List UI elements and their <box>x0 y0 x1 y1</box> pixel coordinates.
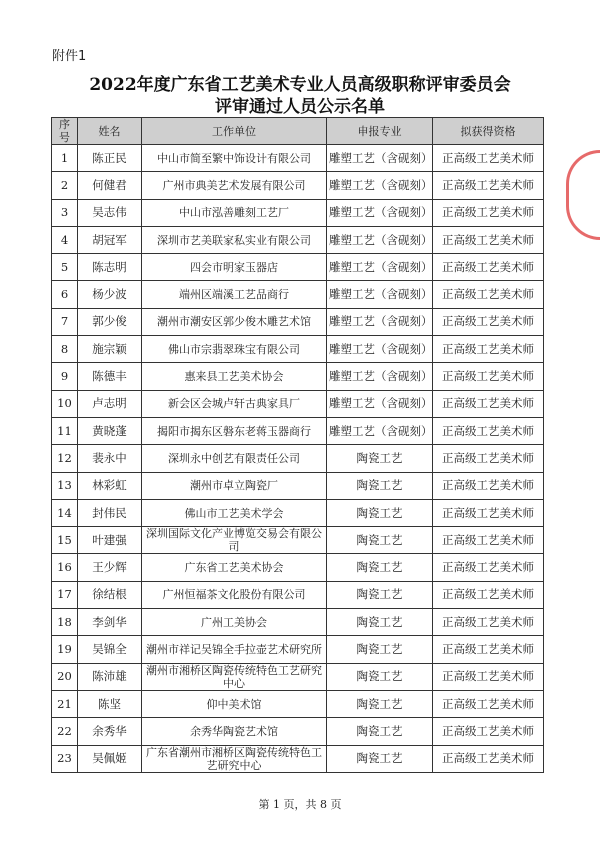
cell-seq: 5 <box>52 254 78 281</box>
cell-name: 胡冠军 <box>78 226 142 253</box>
cell-major: 陶瓷工艺 <box>327 499 433 526</box>
table-row <box>52 445 544 472</box>
cell-qualification: 正高级工艺美术师 <box>433 172 544 199</box>
cell-employer: 揭阳市揭东区磐东老蒋玉器商行 <box>142 417 327 444</box>
header-qualification: 拟获得资格 <box>433 118 544 145</box>
cell-employer: 潮州市卓立陶瓷厂 <box>142 472 327 499</box>
cell-seq: 8 <box>52 336 78 363</box>
cell-name: 林彩虹 <box>78 472 142 499</box>
cell-major: 雕塑工艺（含砚刻） <box>327 417 433 444</box>
table-row <box>52 199 544 226</box>
cell-seq: 23 <box>52 745 78 772</box>
cell-employer: 深圳国际文化产业博览交易会有限公司 <box>142 527 327 554</box>
cell-qualification: 正高级工艺美术师 <box>433 445 544 472</box>
cell-employer: 潮州市祥记吴锦全手拉壶艺术研究所 <box>142 636 327 663</box>
cell-qualification: 正高级工艺美术师 <box>433 363 544 390</box>
table-row <box>52 554 544 581</box>
header-major: 申报专业 <box>327 118 433 145</box>
header-seq: 序号 <box>52 118 78 145</box>
cell-major: 陶瓷工艺 <box>327 718 433 745</box>
cell-employer: 广东省工艺美术协会 <box>142 554 327 581</box>
cell-qualification: 正高级工艺美术师 <box>433 308 544 335</box>
cell-employer: 潮州市潮安区郭少俊木雕艺术馆 <box>142 308 327 335</box>
cell-qualification: 正高级工艺美术师 <box>433 609 544 636</box>
cell-qualification: 正高级工艺美术师 <box>433 636 544 663</box>
table-header-row <box>52 118 544 145</box>
cell-employer: 佛山市宗翡翠珠宝有限公司 <box>142 336 327 363</box>
cell-major: 雕塑工艺（含砚刻） <box>327 363 433 390</box>
cell-seq: 17 <box>52 581 78 608</box>
cell-name: 陈德丰 <box>78 363 142 390</box>
cell-name: 何健君 <box>78 172 142 199</box>
cell-seq: 16 <box>52 554 78 581</box>
cell-employer: 仰中美术馆 <box>142 690 327 717</box>
table-row <box>52 527 544 554</box>
cell-qualification: 正高级工艺美术师 <box>433 581 544 608</box>
cell-employer: 中山市简至繁中饰设计有限公司 <box>142 145 327 172</box>
cell-major: 陶瓷工艺 <box>327 745 433 772</box>
cell-major: 雕塑工艺（含砚刻） <box>327 390 433 417</box>
cell-employer: 新会区会城卢轩古典家具厂 <box>142 390 327 417</box>
cell-major: 陶瓷工艺 <box>327 609 433 636</box>
cell-major: 雕塑工艺（含砚刻） <box>327 254 433 281</box>
cell-major: 雕塑工艺（含砚刻） <box>327 145 433 172</box>
cell-seq: 6 <box>52 281 78 308</box>
table-row <box>52 718 544 745</box>
attachment-label: 附件1 <box>52 49 87 64</box>
cell-name: 李剑华 <box>78 609 142 636</box>
table-row <box>52 172 544 199</box>
cell-seq: 7 <box>52 308 78 335</box>
cell-major: 陶瓷工艺 <box>327 663 433 690</box>
header-name: 姓名 <box>78 118 142 145</box>
table-row <box>52 472 544 499</box>
cell-seq: 21 <box>52 690 78 717</box>
cell-name: 卢志明 <box>78 390 142 417</box>
cell-seq: 22 <box>52 718 78 745</box>
cell-name: 吴佩姬 <box>78 745 142 772</box>
table-row <box>52 308 544 335</box>
official-seal-stamp <box>566 150 600 240</box>
cell-name: 陈沛雄 <box>78 663 142 690</box>
table-row <box>52 581 544 608</box>
cell-qualification: 正高级工艺美术师 <box>433 499 544 526</box>
cell-seq: 19 <box>52 636 78 663</box>
table-row <box>52 499 544 526</box>
cell-employer: 余秀华陶瓷艺术馆 <box>142 718 327 745</box>
cell-name: 徐结根 <box>78 581 142 608</box>
cell-seq: 18 <box>52 609 78 636</box>
table-row <box>52 663 544 690</box>
cell-seq: 1 <box>52 145 78 172</box>
cell-major: 陶瓷工艺 <box>327 527 433 554</box>
cell-major: 雕塑工艺（含砚刻） <box>327 281 433 308</box>
cell-employer: 佛山市工艺美术学会 <box>142 499 327 526</box>
cell-major: 陶瓷工艺 <box>327 690 433 717</box>
table-row <box>52 636 544 663</box>
cell-major: 陶瓷工艺 <box>327 554 433 581</box>
cell-seq: 9 <box>52 363 78 390</box>
table-row <box>52 336 544 363</box>
table-row <box>52 609 544 636</box>
cell-qualification: 正高级工艺美术师 <box>433 663 544 690</box>
document-title-line1: 2022年度广东省工艺美术专业人员高级职称评审委员会 <box>89 75 511 95</box>
cell-qualification: 正高级工艺美术师 <box>433 417 544 444</box>
cell-major: 陶瓷工艺 <box>327 581 433 608</box>
cell-qualification: 正高级工艺美术师 <box>433 472 544 499</box>
cell-qualification: 正高级工艺美术师 <box>433 336 544 363</box>
cell-seq: 14 <box>52 499 78 526</box>
cell-qualification: 正高级工艺美术师 <box>433 199 544 226</box>
cell-name: 陈坚 <box>78 690 142 717</box>
cell-qualification: 正高级工艺美术师 <box>433 718 544 745</box>
cell-employer: 惠来县工艺美术协会 <box>142 363 327 390</box>
cell-major: 陶瓷工艺 <box>327 472 433 499</box>
cell-qualification: 正高级工艺美术师 <box>433 690 544 717</box>
cell-employer: 广州工美协会 <box>142 609 327 636</box>
cell-seq: 13 <box>52 472 78 499</box>
table-row <box>52 390 544 417</box>
cell-major: 陶瓷工艺 <box>327 636 433 663</box>
cell-qualification: 正高级工艺美术师 <box>433 226 544 253</box>
cell-major: 雕塑工艺（含砚刻） <box>327 172 433 199</box>
cell-name: 封伟民 <box>78 499 142 526</box>
cell-seq: 15 <box>52 527 78 554</box>
table-row <box>52 254 544 281</box>
table-row <box>52 417 544 444</box>
table-row <box>52 363 544 390</box>
cell-employer: 四会市明家玉器店 <box>142 254 327 281</box>
cell-major: 雕塑工艺（含砚刻） <box>327 226 433 253</box>
cell-employer: 广州市典美艺术发展有限公司 <box>142 172 327 199</box>
cell-seq: 11 <box>52 417 78 444</box>
cell-name: 杨少波 <box>78 281 142 308</box>
cell-qualification: 正高级工艺美术师 <box>433 745 544 772</box>
cell-qualification: 正高级工艺美术师 <box>433 527 544 554</box>
document-title-line2: 评审通过人员公示名单 <box>215 97 385 117</box>
cell-seq: 4 <box>52 226 78 253</box>
cell-seq: 3 <box>52 199 78 226</box>
header-employer: 工作单位 <box>142 118 327 145</box>
cell-name: 王少辉 <box>78 554 142 581</box>
cell-name: 陈正民 <box>78 145 142 172</box>
cell-qualification: 正高级工艺美术师 <box>433 554 544 581</box>
cell-major: 雕塑工艺（含砚刻） <box>327 199 433 226</box>
cell-seq: 20 <box>52 663 78 690</box>
cell-employer: 广东省潮州市湘桥区陶瓷传统特色工艺研究中心 <box>142 745 327 772</box>
table-row <box>52 145 544 172</box>
cell-name: 郭少俊 <box>78 308 142 335</box>
table-row <box>52 281 544 308</box>
cell-name: 余秀华 <box>78 718 142 745</box>
cell-name: 陈志明 <box>78 254 142 281</box>
cell-seq: 10 <box>52 390 78 417</box>
cell-employer: 端州区端溪工艺品商行 <box>142 281 327 308</box>
cell-employer: 深圳市艺美联家私实业有限公司 <box>142 226 327 253</box>
cell-qualification: 正高级工艺美术师 <box>433 390 544 417</box>
cell-qualification: 正高级工艺美术师 <box>433 254 544 281</box>
cell-employer: 中山市泓善雕刻工艺厂 <box>142 199 327 226</box>
cell-name: 吴锦全 <box>78 636 142 663</box>
page-indicator: 第 1 页，共 8 页 <box>258 798 342 811</box>
cell-name: 施宗颖 <box>78 336 142 363</box>
cell-major: 陶瓷工艺 <box>327 445 433 472</box>
cell-major: 雕塑工艺（含砚刻） <box>327 336 433 363</box>
cell-employer: 潮州市湘桥区陶瓷传统特色工艺研究中心 <box>142 663 327 690</box>
cell-name: 吴志伟 <box>78 199 142 226</box>
cell-name: 黄晓蓬 <box>78 417 142 444</box>
table-row <box>52 745 544 772</box>
cell-seq: 12 <box>52 445 78 472</box>
approved-personnel-table <box>51 117 544 773</box>
cell-name: 叶建强 <box>78 527 142 554</box>
cell-name: 裴永中 <box>78 445 142 472</box>
cell-seq: 2 <box>52 172 78 199</box>
table-row <box>52 226 544 253</box>
cell-employer: 广州恒福茶文化股份有限公司 <box>142 581 327 608</box>
cell-qualification: 正高级工艺美术师 <box>433 145 544 172</box>
cell-employer: 深圳永中创艺有限责任公司 <box>142 445 327 472</box>
table-row <box>52 690 544 717</box>
cell-major: 雕塑工艺（含砚刻） <box>327 308 433 335</box>
cell-qualification: 正高级工艺美术师 <box>433 281 544 308</box>
